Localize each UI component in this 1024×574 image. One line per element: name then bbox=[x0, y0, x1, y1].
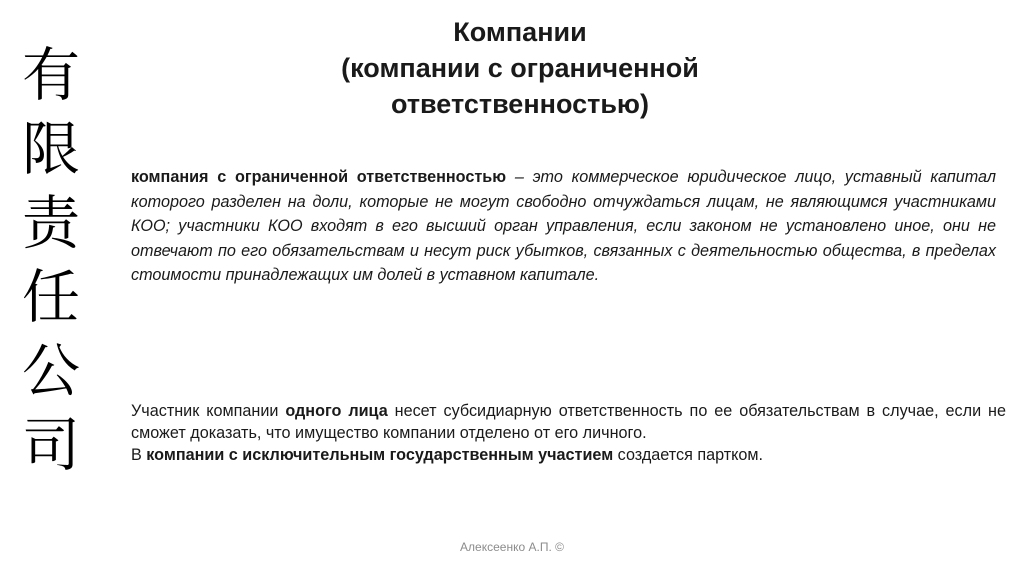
vertical-char: 任 bbox=[21, 263, 80, 331]
slide-title-line-3: ответственностью) bbox=[391, 89, 649, 119]
note-single-member bbox=[131, 400, 1006, 444]
note-state-participation-bold: компании с исключительным государственным участием bbox=[146, 446, 614, 464]
slide-title-line-2: (компании с ограниченной bbox=[341, 53, 699, 83]
note-state-participation-suffix: создается партком. bbox=[613, 446, 764, 464]
definition-body: – это коммерческое юридическое лицо, уставный капитал которого разделен на доли, которые не могут свободно отчуждаться лицам, не являющимся участниками КОО; участники КОО входят в его высший орган управления, если законом не установлено иное, они не отвечают по его обязательствам и несут риск убытков, связанных с деятельностью общества, в пределах стоимости принадлежащих им долей в уставном капитале. bbox=[131, 168, 996, 284]
definition-term: компания с ограниченной ответственностью bbox=[131, 168, 507, 186]
note-state-participation-prefix: В bbox=[131, 446, 147, 464]
vertical-char: 有 bbox=[21, 41, 80, 109]
notes-block bbox=[131, 400, 1006, 466]
vertical-char: 司 bbox=[21, 411, 80, 479]
note-single-member-suffix: несет субсидиарную ответственность по ее обязательствам в случае, если не сможет доказать, что имущество компании отделено от его личного. bbox=[131, 402, 1007, 442]
slide-title bbox=[260, 14, 780, 122]
note-single-member-prefix: Участник компании bbox=[131, 402, 286, 420]
vertical-char: 责 bbox=[21, 189, 80, 257]
vertical-char: 限 bbox=[21, 115, 80, 183]
note-state-participation bbox=[131, 444, 1006, 466]
slide-title-line-1: Компании bbox=[453, 17, 587, 47]
vertical-char: 公 bbox=[21, 337, 80, 405]
vertical-chinese-title bbox=[18, 38, 84, 482]
definition-paragraph bbox=[131, 165, 996, 288]
footer-author: Алексеенко А.П. © bbox=[460, 540, 564, 554]
note-single-member-bold: одного лица bbox=[285, 402, 388, 420]
